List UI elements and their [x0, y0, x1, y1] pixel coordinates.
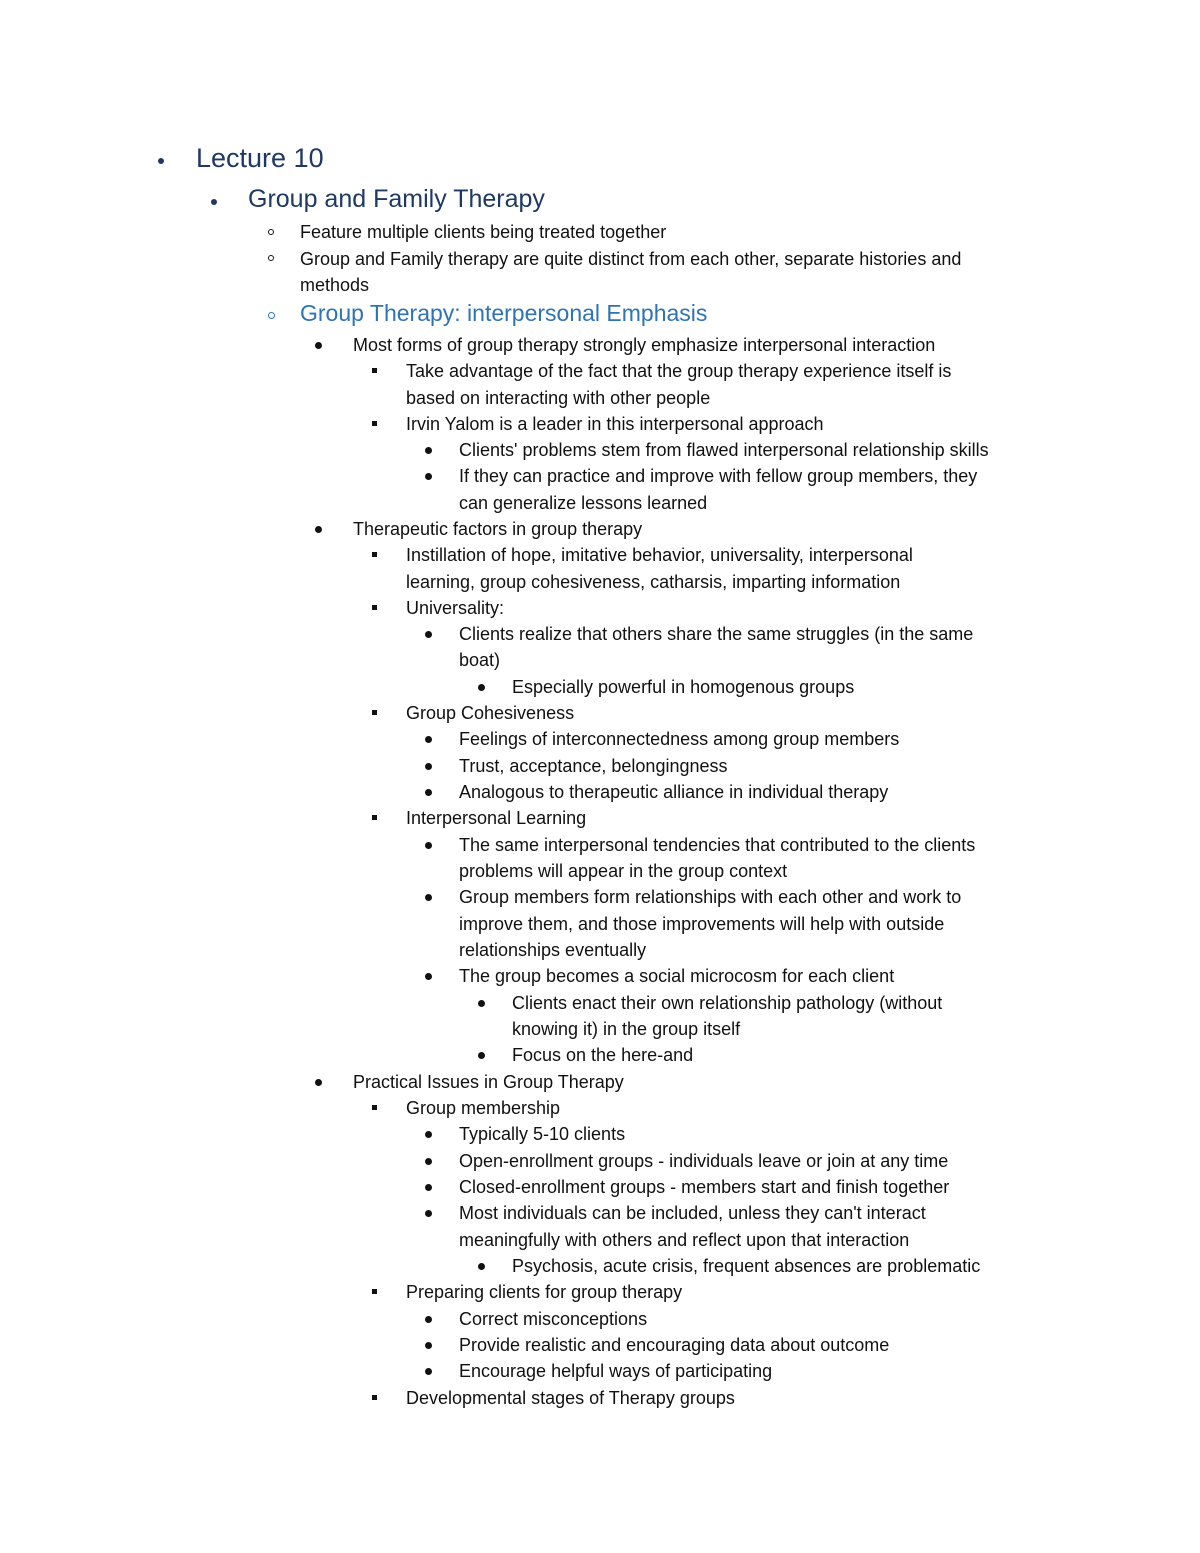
list-item: Trust, acceptance, belongingness — [459, 756, 728, 776]
list-item: Practical Issues in Group Therapy — [353, 1072, 624, 1092]
square-bullet — [372, 605, 377, 610]
dot-bullet — [425, 447, 432, 454]
circle-bullet — [268, 312, 275, 319]
dot-bullet — [478, 1000, 485, 1007]
dot-bullet — [315, 526, 322, 533]
list-item: Especially powerful in homogenous groups — [512, 677, 855, 697]
square-bullet — [372, 1289, 377, 1294]
dot-bullet — [425, 842, 432, 849]
list-item: Group members form relationships with each other and work to — [459, 887, 962, 907]
dot-bullet — [315, 1079, 322, 1086]
list-item: Provide realistic and encouraging data about outcome — [459, 1335, 890, 1355]
list-item-cont: based on interacting with other people — [406, 388, 711, 408]
dot-bullet — [425, 973, 432, 980]
list-item: Feelings of interconnectedness among group members — [459, 729, 900, 749]
list-item-cont: can generalize lessons learned — [459, 493, 708, 513]
circle-bullet — [268, 255, 274, 261]
list-item: Instillation of hope, imitative behavior, universality, interpersonal — [406, 545, 913, 565]
bullet-l1 — [158, 158, 164, 164]
dot-bullet — [425, 1158, 432, 1165]
list-item: Open-enrollment groups - individuals leave or join at any time — [459, 1151, 949, 1171]
lecture-heading: Lecture 10 — [196, 143, 324, 173]
square-bullet — [372, 815, 377, 820]
dot-bullet — [425, 631, 432, 638]
dot-bullet — [425, 473, 432, 480]
list-item: Analogous to therapeutic alliance in individual therapy — [459, 782, 889, 802]
list-item: The same interpersonal tendencies that contributed to the clients — [459, 835, 976, 855]
list-item: Encourage helpful ways of participating — [459, 1361, 773, 1381]
circle-bullet — [268, 229, 274, 235]
list-item: Correct misconceptions — [459, 1309, 648, 1329]
list-item-cont: knowing it) in the group itself — [512, 1019, 741, 1039]
list-item: The group becomes a social microcosm for each client — [459, 966, 895, 986]
dot-bullet — [315, 342, 322, 349]
list-item: Take advantage of the fact that the group therapy experience itself is — [406, 361, 952, 381]
square-bullet — [372, 368, 377, 373]
list-item: Psychosis, acute crisis, frequent absences are problematic — [512, 1256, 981, 1276]
dot-bullet — [478, 684, 485, 691]
dot-bullet — [425, 1368, 432, 1375]
list-item: Group Cohesiveness — [406, 703, 575, 723]
list-item: Preparing clients for group therapy — [406, 1282, 683, 1302]
dot-bullet — [425, 736, 432, 743]
list-item: Most forms of group therapy strongly emphasize interpersonal interaction — [353, 335, 936, 355]
list-item-cont: improve them, and those improvements will help with outside — [459, 914, 945, 934]
list-item: Clients realize that others share the same struggles (in the same — [459, 624, 974, 644]
bullet-l2 — [211, 199, 217, 205]
dot-bullet — [425, 763, 432, 770]
square-bullet — [372, 552, 377, 557]
list-item-cont: learning, group cohesiveness, catharsis, imparting information — [406, 572, 901, 592]
intro-item: Group and Family therapy are quite distinct from each other, separate histories and — [300, 249, 962, 269]
list-item: Most individuals can be included, unless they can't interact — [459, 1203, 926, 1223]
section-title: Group Therapy: interpersonal Emphasis — [300, 300, 708, 326]
dot-bullet — [478, 1263, 485, 1270]
square-bullet — [372, 1395, 377, 1400]
dot-bullet — [425, 789, 432, 796]
list-item: Therapeutic factors in group therapy — [353, 519, 643, 539]
dot-bullet — [425, 1342, 432, 1349]
list-item: Universality: — [406, 598, 505, 618]
list-item: Clients' problems stem from flawed interpersonal relationship skills — [459, 440, 989, 460]
list-item: Closed-enrollment groups - members start and finish together — [459, 1177, 950, 1197]
intro-item-cont: methods — [300, 275, 370, 295]
dot-bullet — [425, 1316, 432, 1323]
list-item: If they can practice and improve with fellow group members, they — [459, 466, 978, 486]
list-item: Irvin Yalom is a leader in this interpersonal approach — [406, 414, 824, 434]
square-bullet — [372, 421, 377, 426]
intro-item: Feature multiple clients being treated together — [300, 222, 667, 242]
dot-bullet — [425, 1210, 432, 1217]
list-item: Developmental stages of Therapy groups — [406, 1388, 735, 1408]
dot-bullet — [425, 1184, 432, 1191]
square-bullet — [372, 1105, 377, 1110]
dot-bullet — [425, 1131, 432, 1138]
list-item-cont: boat) — [459, 650, 501, 670]
list-item-cont: meaningfully with others and reflect upon that interaction — [459, 1230, 910, 1250]
dot-bullet — [425, 894, 432, 901]
square-bullet — [372, 710, 377, 715]
list-item: Interpersonal Learning — [406, 808, 587, 828]
list-item-cont: relationships eventually — [459, 940, 647, 960]
subheading: Group and Family Therapy — [248, 185, 545, 213]
dot-bullet — [478, 1052, 485, 1059]
list-item: Typically 5-10 clients — [459, 1124, 626, 1144]
list-item: Focus on the here-and — [512, 1045, 694, 1065]
list-item-cont: problems will appear in the group context — [459, 861, 788, 881]
list-item: Clients enact their own relationship pathology (without — [512, 993, 943, 1013]
list-item: Group membership — [406, 1098, 561, 1118]
